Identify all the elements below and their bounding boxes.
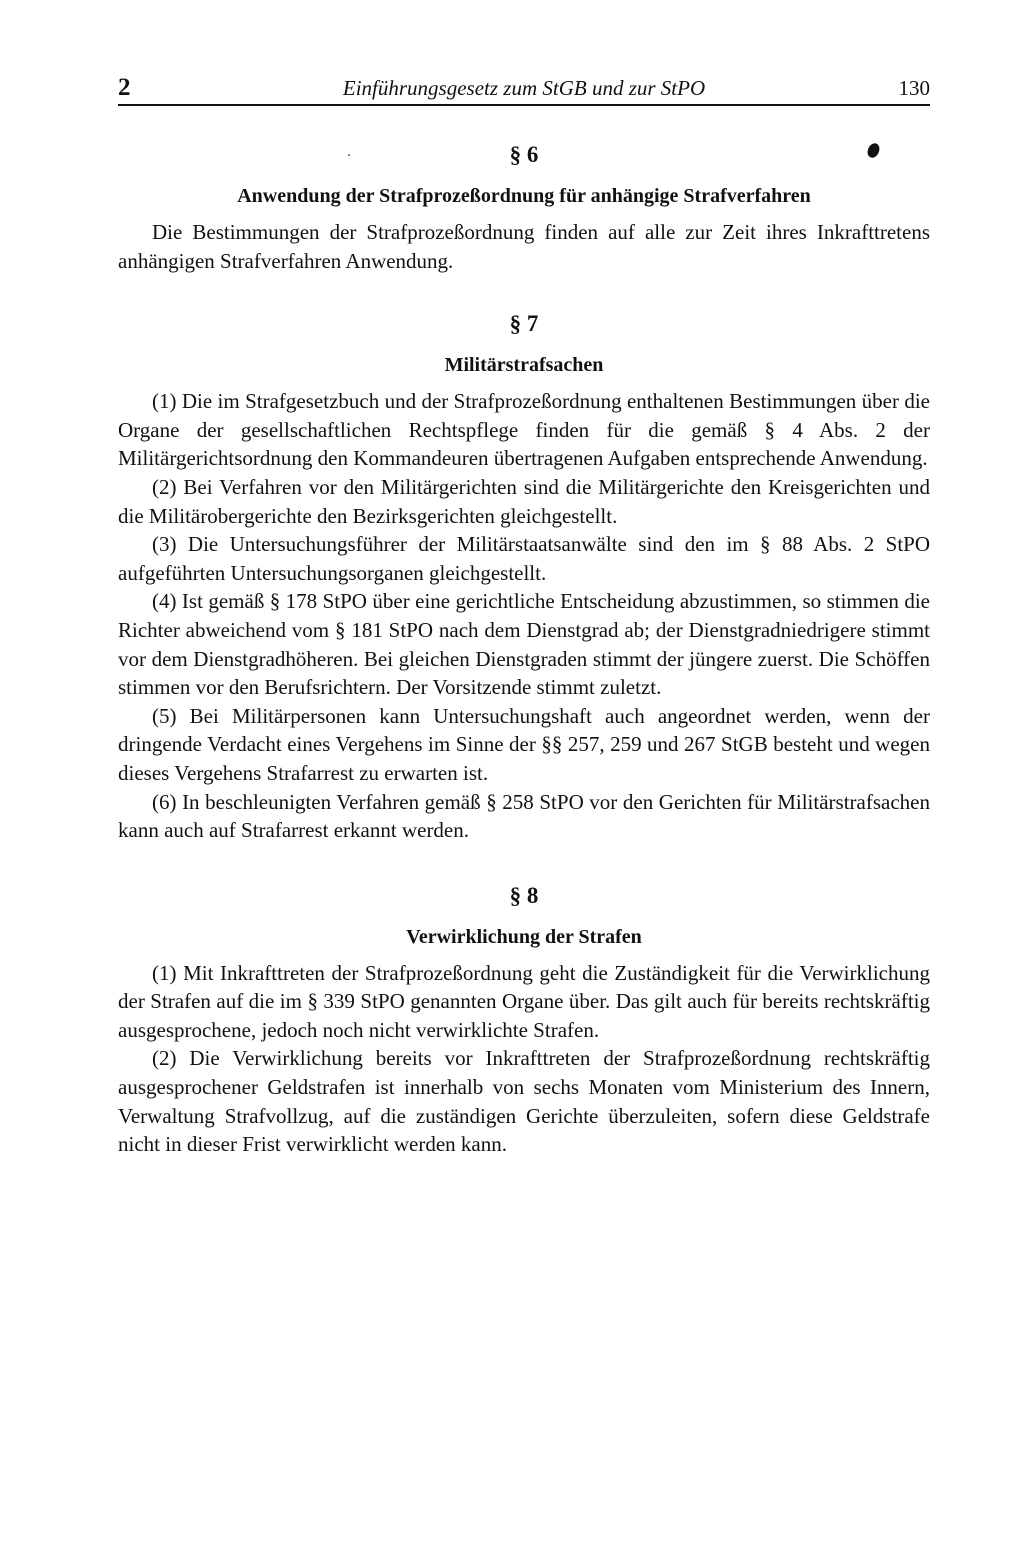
section-number: § 7 — [509, 311, 539, 337]
paragraph: (6) In beschleunigten Verfahren gemäß § 258 StPO vor den Gerichten für Militärstrafsachen kann auch auf Strafarrest erkannt werden. — [118, 789, 930, 843]
section-title: Militärstrafsachen — [444, 354, 604, 377]
section-title: Verwirklichung der Strafen — [406, 925, 642, 948]
paragraph: (4) Ist gemäß § 178 StPO über eine gerichtliche Entscheidung abzustimmen, so stimmen die Richter abweichend vom § 181 StPO nach dem Dienstgrad ab; der Dienstgradniedrigere stimmt vor dem Dienstgradhöheren. Bei gleichen Dienstgraden stimmt der jüngere zuerst. Die Schöffen stimmen vor den Berufsrichtern. Der Vorsitzende stimmt zuletzt. — [118, 589, 930, 700]
running-title: Einführungsgesetz zum StGB und zur StPO — [342, 76, 706, 100]
page-body — [118, 140, 930, 1159]
section-number: § 6 — [509, 142, 539, 167]
page-number: 130 — [898, 76, 930, 100]
section-number: § 8 — [509, 882, 539, 908]
section-title: Anwendung der Strafprozeßordnung für anhängige Strafverfahren — [237, 185, 811, 207]
paragraph: (1) Die im Strafgesetzbuch und der Strafprozeßordnung enthaltenen Bestimmungen über die Organe der gesellschaftlichen Rechtspflege finden für die gemäß § 4 Abs. 2 der Militärgerichtsordnung den Kommandeuren übertragenen Aufgaben entsprechende Anwendung. — [118, 389, 930, 471]
running-header — [118, 74, 930, 102]
chapter-number: 2 — [118, 74, 131, 101]
paragraph: (5) Bei Militärpersonen kann Untersuchungshaft auch angeordnet werden, wenn der dringende Verdacht eines Vergehens im Sinne der §§ 257, 259 und 267 StGB besteht und wegen dieses Vergehens Strafarrest zu erwarten ist. — [118, 703, 930, 785]
paragraph: (2) Bei Verfahren vor den Militärgerichten sind die Militärgerichte den Kreisgerichten und die Militärobergerichte den Bezirksgerichten gleichgestellt. — [118, 474, 930, 528]
paragraph: (2) Die Verwirklichung bereits vor Inkrafttreten der Strafprozeßordnung rechtskräftig ausgesprochener Geldstrafen ist innerhalb von sechs Monaten vom Ministerium des Innern, Verwaltung Strafvollzug, auf die zuständigen Gerichte überzuleiten, sofern diese Geldstrafe nicht in dieser Frist verwirklicht werden kann. — [118, 1046, 930, 1157]
paragraph: (1) Mit Inkrafttreten der Strafprozeßordnung geht die Zuständigkeit für die Verwirklichung der Strafen auf die im § 339 StPO genannten Organe über. Das gilt auch für bereits rechtskräftig ausgesprochene, jedoch noch nicht verwirklichte Strafen. — [118, 960, 930, 1042]
paragraph: Die Bestimmungen der Strafprozeßordnung finden auf alle zur Zeit ihres Inkrafttretens anhängigen Strafverfahren Anwendung. — [118, 220, 930, 273]
header-rule — [118, 104, 930, 106]
paragraph: (3) Die Untersuchungsführer der Militärstaatsanwälte sind den im § 88 Abs. 2 StPO aufgeführten Untersuchungsorganen gleichgestellt. — [118, 532, 930, 585]
